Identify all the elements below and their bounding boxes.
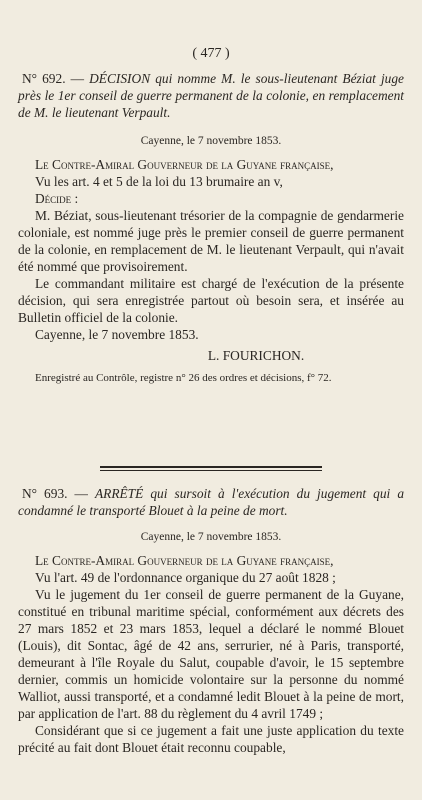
decision-author: Le Contre-Amiral Gouverneur de la Guyane française, bbox=[35, 157, 334, 172]
decision-registration: Enregistré au Contrôle, registre n° 26 des ordres et décisions, f° 72. bbox=[35, 372, 332, 384]
decision-body-2: Le commandant militaire est chargé de l'exécution de la présente décision, qui sera enregistrée partout où besoin sera, et insérée au Bulletin officiel de la colonie. bbox=[18, 276, 404, 325]
arrete-vu-1: Vu l'art. 49 de l'ordonnance organique du 27 août 1828 ; bbox=[35, 570, 336, 585]
arrete-place-date: Cayenne, le 7 novembre 1853. bbox=[140, 531, 282, 543]
arrete-heading-title: ARRÊTÉ qui sursoit à l'exécution du jugement qui a condamné le transporté Blouet à la peine de mort. bbox=[18, 486, 405, 518]
arrete-heading bbox=[18, 485, 404, 519]
arrete-693 bbox=[18, 485, 404, 756]
decision-signature: L. FOURICHON. bbox=[207, 348, 305, 363]
page-number: ( 477 ) bbox=[192, 46, 230, 61]
decision-closing-date: Cayenne, le 7 novembre 1853. bbox=[35, 327, 199, 342]
decision-heading-title: DÉCISION qui nomme M. le sous-lieutenant Béziat juge près le 1er conseil de guerre permanent de la colonie, en remplacement de M. le lieutenant Verpault. bbox=[18, 71, 405, 120]
decision-vu: Vu les art. 4 et 5 de la loi du 13 brumaire an v, bbox=[35, 174, 283, 189]
decision-heading-num: N° 692. — bbox=[22, 71, 85, 86]
decision-place-date: Cayenne, le 7 novembre 1853. bbox=[140, 135, 282, 147]
decision-heading bbox=[18, 70, 404, 121]
arrete-considerant: Considérant que si ce jugement a fait une juste application du texte précité au fait dont Blouet était reconnu coupable, bbox=[18, 723, 404, 755]
separator-thin-rule bbox=[100, 470, 322, 471]
decision-692 bbox=[18, 70, 404, 387]
arrete-heading-num: N° 693. — bbox=[22, 486, 88, 501]
decision-body-1: M. Béziat, sous-lieutenant trésorier de la compagnie de gendarmerie coloniale, est nommé juge près le premier conseil de guerre permanent de la colonie, en remplacement de M. le lieutenant Verpault, qui n'avait été nommé que provisoirement. bbox=[18, 208, 404, 274]
separator-thick-rule bbox=[100, 466, 322, 468]
arrete-author: Le Contre-Amiral Gouverneur de la Guyane française, bbox=[35, 553, 334, 568]
decision-decide: Décide : bbox=[35, 191, 79, 206]
arrete-vu-2: Vu le jugement du 1er conseil de guerre permanent de la Guyane, constitué en tribunal maritime spécial, conformément aux décrets des 27 mars 1852 et 23 mars 1853, lequel a déclaré le nommé Blouet (Louis), dit Sontac, âgé de 42 ans, serrurier, né à Paris, transporté, demeurant à l'île Royale du Salut, coupable d'avoir, le 15 septembre dernier, commis un homicide volontaire sur la personne du nommé Walliot, aussi transporté, et a condamné ledit Blouet à la peine de mort, par application de l'art. 88 du règlement du 4 avril 1749 ; bbox=[18, 587, 404, 721]
